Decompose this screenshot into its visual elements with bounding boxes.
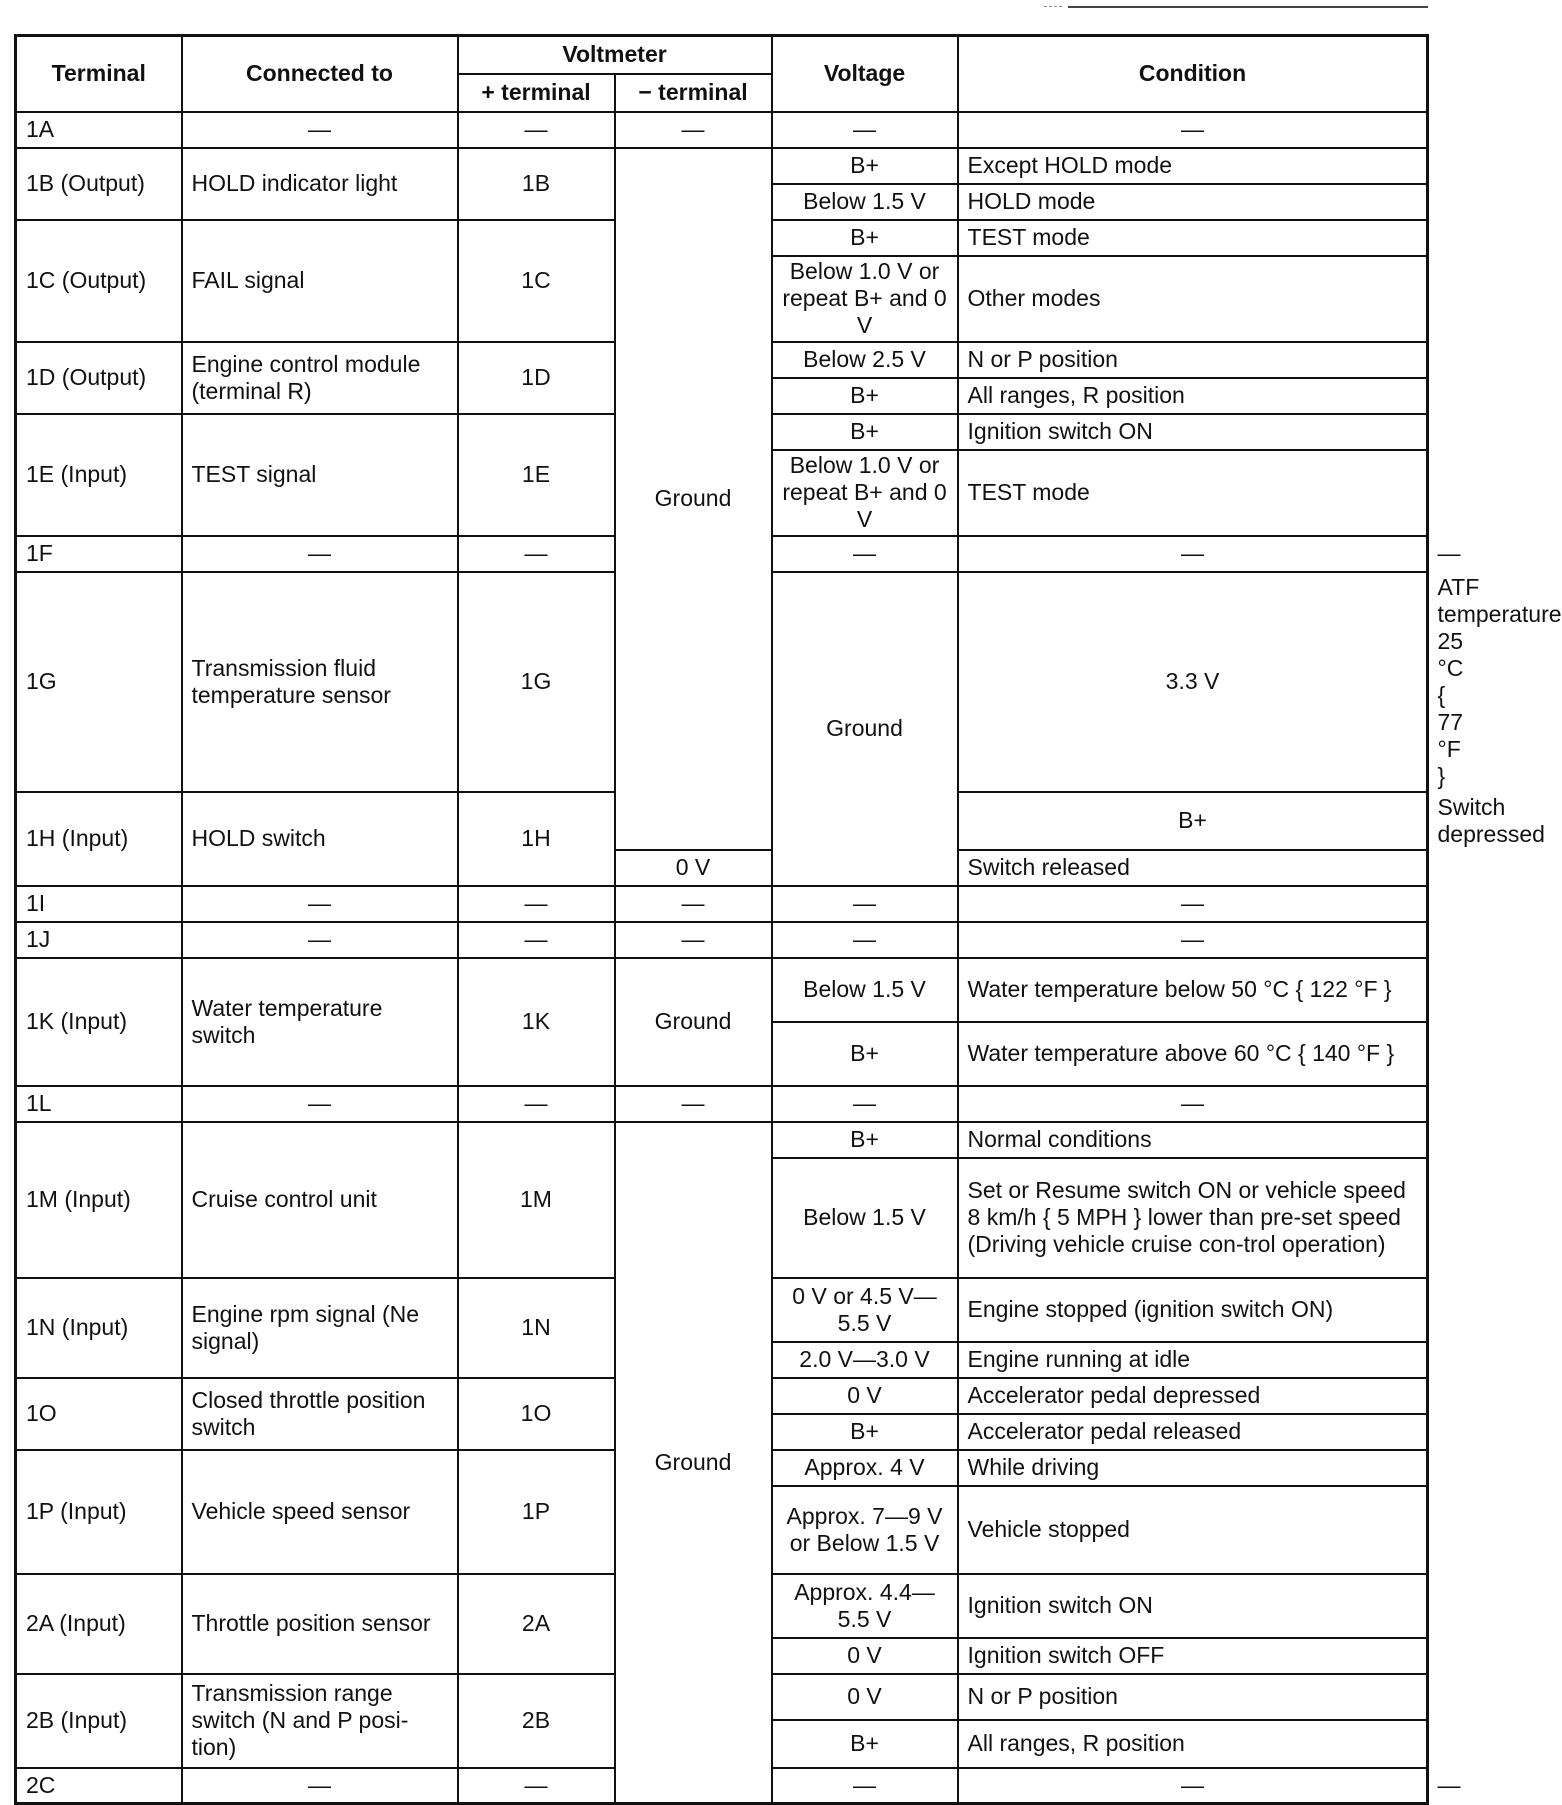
table-row xyxy=(16,886,1428,922)
terminal-cell: 1B (Output) xyxy=(16,148,182,220)
plus-terminal-cell: — xyxy=(458,1086,615,1122)
minus-terminal-cell: — xyxy=(772,1768,958,1804)
header-plus-terminal: + terminal xyxy=(458,74,615,112)
voltage-cell: 0 V xyxy=(772,1378,958,1414)
voltage-cell: Below 1.0 V or repeat B+ and 0 V xyxy=(772,450,958,536)
condition-cell: Accelerator pedal depressed xyxy=(958,1378,1428,1414)
table-row xyxy=(16,1122,1428,1158)
terminal-cell: 2A (Input) xyxy=(16,1574,182,1674)
connected-cell: Engine control module (terminal R) xyxy=(182,342,458,414)
condition-cell: TEST mode xyxy=(958,450,1428,536)
voltage-cell: B+ xyxy=(772,148,958,184)
plus-terminal-cell: 1E xyxy=(458,414,615,536)
voltage-cell: 3.3 V xyxy=(958,572,1428,792)
voltage-cell: B+ xyxy=(772,1414,958,1450)
voltage-cell: 0 V xyxy=(615,850,772,886)
table-row: 1G Transmission fluid temperature sensor 1G Ground 3.3 V ATF temperature 25 °C { 77 °F } xyxy=(16,572,1428,792)
table-row xyxy=(16,112,1428,148)
voltage-cell: — xyxy=(958,536,1428,572)
condition-cell: While driving xyxy=(958,1450,1428,1486)
connected-cell: FAIL signal xyxy=(182,220,458,342)
voltage-cell: Approx. 4 V xyxy=(772,1450,958,1486)
table-row xyxy=(16,148,1428,184)
table-row xyxy=(16,922,1428,958)
condition-cell: Water temperature above 60 °C { 140 °F } xyxy=(958,1022,1428,1086)
condition-cell: Ignition switch ON xyxy=(958,1574,1428,1638)
terminal-cell: 1H (Input) xyxy=(16,792,182,886)
minus-terminal-cell: — xyxy=(615,886,772,922)
connected-cell: — xyxy=(182,922,458,958)
connected-cell: Vehicle speed sensor xyxy=(182,1450,458,1574)
terminal-cell: 1M (Input) xyxy=(16,1122,182,1278)
condition-cell: Set or Resume switch ON or vehicle speed 8 km/h { 5 MPH } lower than pre-set speed (Driving vehicle cruise con-trol operation) xyxy=(958,1158,1428,1278)
terminal-cell: 1G xyxy=(16,572,182,792)
voltage-cell: B+ xyxy=(958,792,1428,850)
connected-cell: — xyxy=(182,886,458,922)
condition-cell: All ranges, R position xyxy=(958,1720,1428,1768)
plus-terminal-cell: 1P xyxy=(458,1450,615,1574)
connected-cell: — xyxy=(182,1086,458,1122)
minus-terminal-cell: — xyxy=(615,112,772,148)
table-row xyxy=(16,958,1428,1022)
connected-cell: — xyxy=(182,112,458,148)
voltage-cell: B+ xyxy=(772,414,958,450)
header-condition: Condition xyxy=(958,36,1428,112)
condition-cell: Water temperature below 50 °C { 122 °F } xyxy=(958,958,1428,1022)
voltage-cell: 0 V xyxy=(772,1638,958,1674)
plus-terminal-cell: 1O xyxy=(458,1378,615,1450)
condition-cell: Engine running at idle xyxy=(958,1342,1428,1378)
condition-cell: Ignition switch OFF xyxy=(958,1638,1428,1674)
connected-cell: — xyxy=(182,536,458,572)
header-terminal: Terminal xyxy=(16,36,182,112)
terminal-cell: 1I xyxy=(16,886,182,922)
condition-cell: Switch released xyxy=(958,850,1428,886)
minus-terminal-ground-cell: Ground xyxy=(615,1122,772,1804)
voltage-cell: B+ xyxy=(772,220,958,256)
plus-terminal-cell: 1K xyxy=(458,958,615,1086)
connected-cell: HOLD indicator light xyxy=(182,148,458,220)
voltage-cell: 0 V xyxy=(772,1674,958,1720)
terminal-cell: 1D (Output) xyxy=(16,342,182,414)
header-voltmeter: Voltmeter xyxy=(458,36,772,74)
plus-terminal-cell: 2B xyxy=(458,1674,615,1768)
plus-terminal-cell: — xyxy=(458,922,615,958)
terminal-voltage-table xyxy=(14,34,1562,1805)
condition-cell: Ignition switch ON xyxy=(958,414,1428,450)
terminal-cell: 1A xyxy=(16,112,182,148)
plus-terminal-cell: 1C xyxy=(458,220,615,342)
terminal-cell: 1F xyxy=(16,536,182,572)
voltage-cell: Below 1.5 V xyxy=(772,1158,958,1278)
plus-terminal-cell: 1H xyxy=(458,792,615,886)
terminal-cell: 1E (Input) xyxy=(16,414,182,536)
table-row: 1H (Input) HOLD switch 1H B+ Switch depressed xyxy=(16,792,1428,850)
voltage-cell: — xyxy=(772,112,958,148)
minus-terminal-ground-cell: Ground xyxy=(615,148,772,850)
plus-terminal-cell: 1D xyxy=(458,342,615,414)
condition-cell: Vehicle stopped xyxy=(958,1486,1428,1574)
plus-terminal-cell: 1B xyxy=(458,148,615,220)
terminal-cell: 1L xyxy=(16,1086,182,1122)
voltage-cell: Approx. 4.4—5.5 V xyxy=(772,1574,958,1638)
condition-cell: All ranges, R position xyxy=(958,378,1428,414)
voltage-cell: 0 V or 4.5 V—5.5 V xyxy=(772,1278,958,1342)
terminal-cell: 2B (Input) xyxy=(16,1674,182,1768)
connected-cell: — xyxy=(182,1768,458,1804)
voltage-cell: 2.0 V—3.0 V xyxy=(772,1342,958,1378)
condition-cell: — xyxy=(958,1086,1428,1122)
table-row: 1F — — — — — xyxy=(16,536,1428,572)
terminal-cell: 1P (Input) xyxy=(16,1450,182,1574)
condition-cell: N or P position xyxy=(958,1674,1428,1720)
voltage-cell: — xyxy=(772,1086,958,1122)
terminal-cell: 1C (Output) xyxy=(16,220,182,342)
connected-cell: Throttle position sensor xyxy=(182,1574,458,1674)
condition-cell: HOLD mode xyxy=(958,184,1428,220)
terminal-cell: 1O xyxy=(16,1378,182,1450)
terminal-cell: 1J xyxy=(16,922,182,958)
plus-terminal-cell: 2A xyxy=(458,1574,615,1674)
minus-terminal-cell: — xyxy=(615,1086,772,1122)
plus-terminal-cell: — xyxy=(458,112,615,148)
connected-cell: Transmission range switch (N and P posi-tion) xyxy=(182,1674,458,1768)
connected-cell: Transmission fluid temperature sensor xyxy=(182,572,458,792)
plus-terminal-cell: — xyxy=(458,536,615,572)
top-rule xyxy=(1068,6,1428,8)
connected-cell: Cruise control unit xyxy=(182,1122,458,1278)
connected-cell: Closed throttle position switch xyxy=(182,1378,458,1450)
plus-terminal-cell: — xyxy=(458,886,615,922)
condition-cell: Engine stopped (ignition switch ON) xyxy=(958,1278,1428,1342)
condition-cell: — xyxy=(958,922,1428,958)
condition-cell: Normal conditions xyxy=(958,1122,1428,1158)
voltage-cell: Below 2.5 V xyxy=(772,342,958,378)
connected-cell: TEST signal xyxy=(182,414,458,536)
header-voltage: Voltage xyxy=(772,36,958,112)
terminal-cell: 1N (Input) xyxy=(16,1278,182,1378)
minus-terminal-cell: — xyxy=(615,922,772,958)
voltage-cell: B+ xyxy=(772,1122,958,1158)
table-row: 2C — — — — — xyxy=(16,1768,1428,1804)
terminal-cell: 2C xyxy=(16,1768,182,1804)
minus-terminal-cell: — xyxy=(772,536,958,572)
connected-cell: HOLD switch xyxy=(182,792,458,886)
plus-terminal-cell: — xyxy=(458,1768,615,1804)
condition-cell: — xyxy=(958,112,1428,148)
voltage-cell: Below 1.0 V or repeat B+ and 0 V xyxy=(772,256,958,342)
table-row xyxy=(16,1086,1428,1122)
plus-terminal-cell: 1N xyxy=(458,1278,615,1378)
voltage-cell: — xyxy=(772,922,958,958)
voltage-cell: — xyxy=(772,886,958,922)
condition-cell: — xyxy=(958,886,1428,922)
voltage-cell: Below 1.5 V xyxy=(772,184,958,220)
voltage-cell: B+ xyxy=(772,1720,958,1768)
voltage-cell: Approx. 7—9 V or Below 1.5 V xyxy=(772,1486,958,1574)
voltage-cell: Below 1.5 V xyxy=(772,958,958,1022)
connected-cell: Engine rpm signal (Ne signal) xyxy=(182,1278,458,1378)
condition-cell: Other modes xyxy=(958,256,1428,342)
minus-terminal-ground-cell: Ground xyxy=(615,958,772,1086)
condition-cell: Except HOLD mode xyxy=(958,148,1428,184)
voltage-cell: — xyxy=(958,1768,1428,1804)
condition-cell: N or P position xyxy=(958,342,1428,378)
connected-cell: Water temperature switch xyxy=(182,958,458,1086)
plus-terminal-cell: 1M xyxy=(458,1122,615,1278)
plus-terminal-cell: 1G xyxy=(458,572,615,792)
minus-terminal-ground-cell: Ground xyxy=(772,572,958,886)
terminal-cell: 1K (Input) xyxy=(16,958,182,1086)
header-minus-terminal: − terminal xyxy=(615,74,772,112)
condition-cell: TEST mode xyxy=(958,220,1428,256)
header-connected-to: Connected to xyxy=(182,36,458,112)
voltage-cell: B+ xyxy=(772,378,958,414)
voltage-cell: B+ xyxy=(772,1022,958,1086)
condition-cell: Accelerator pedal released xyxy=(958,1414,1428,1450)
